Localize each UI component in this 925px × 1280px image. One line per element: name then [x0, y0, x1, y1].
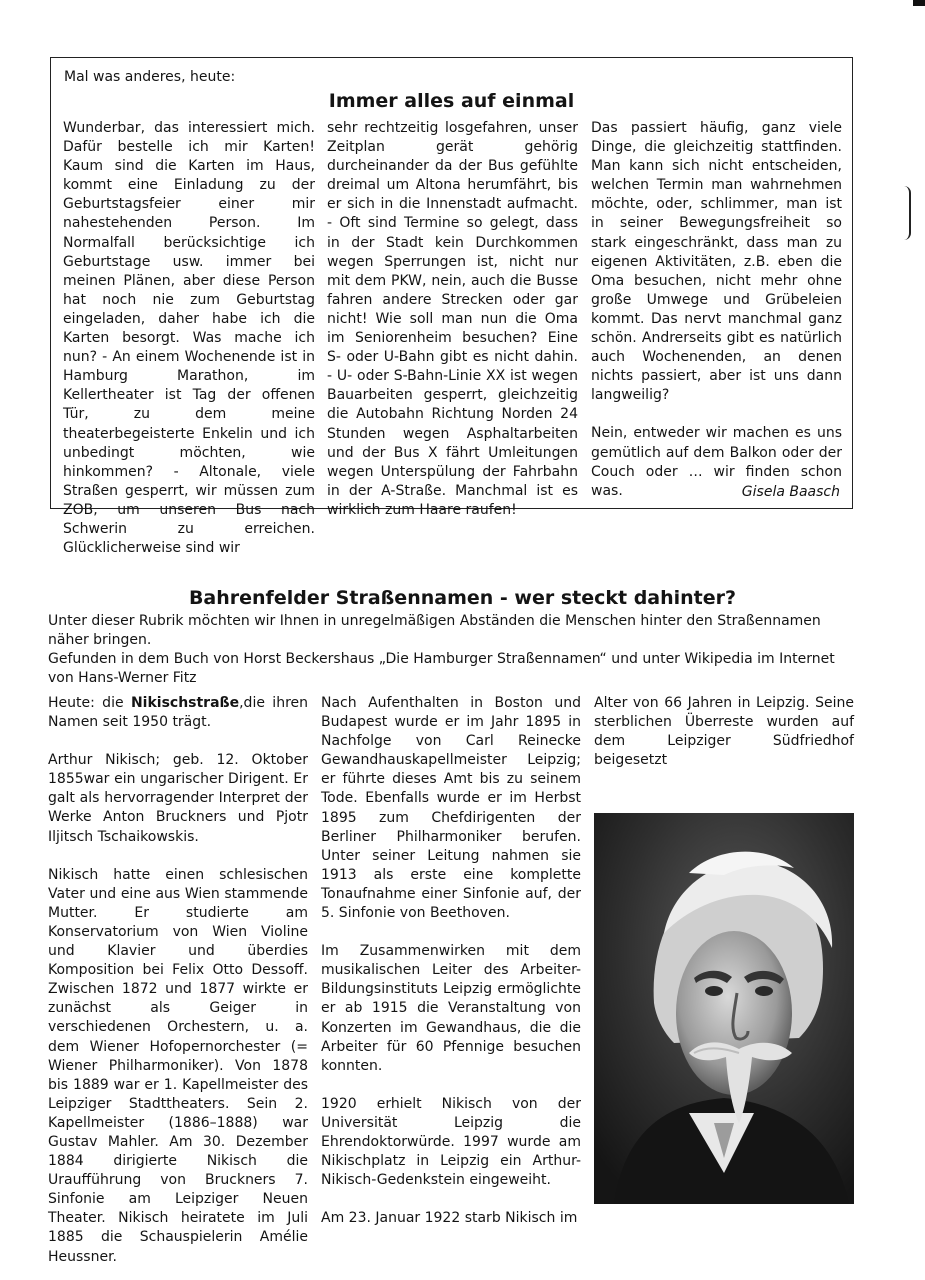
box-col3-paragraph-2: Nein, entweder wir machen es uns gemütlich auf dem Balkon oder der Couch oder … wir finden schon was. — [591, 425, 842, 499]
article-column-3 — [594, 694, 854, 770]
street-name: Nikischstraße — [130, 695, 240, 711]
box-title: Immer alles auf einmal — [328, 90, 575, 112]
page-edge-bracket — [904, 186, 911, 240]
box-col2-paragraph: sehr rechtzeitig losgefahren, unser Zeitplan gerät gehörig durcheinander da der Bus gefühlte dreimal um Altona herumfährt, bis er sich in die Innenstadt aufmacht. - Oft sind Termine so gelegt, dass in der Stadt kein Durchkommen wegen Sperrungen ist, nicht nur mit dem PKW, nein, auch die Busse fahren andere Strecken oder gar nicht! Wie soll man nun die Oma im Seniorenheim besuchen? Eine S- oder U-Bahn gibt es nicht dahin. - U- oder S-Bahn-Linie XX ist wegen Bauarbeiten gesperrt, gleichzeitig die Autobahn Richtung Norden 24 Stunden wegen Asphaltarbeiten und der Bus X fährt Umleitungen wegen Unterspülung der Fahrbahn in der A-Straße. Manchmal ist es wirklich zum Haare raufen! — [327, 120, 578, 518]
article-intro — [48, 612, 860, 688]
article-col2-paragraph-2: Im Zusammenwirken mit dem musikalischen Leiter des Arbeiter-Bildungsinstituts Leipzig ermöglichte er ab 1915 die Veranstaltung von Konzerten im Gewandhaus, die die Arbeiter für 60 Pfennige besuchen konnten. — [321, 943, 581, 1074]
article-col3-paragraph-1: Alter von 66 Jahren in Leipzig. Seine sterblichen Überreste wurden auf dem Leipziger Südfriedhof beigesetzt — [594, 695, 854, 769]
article-col1-paragraph-1: Arthur Nikisch; geb. 12. Oktober 1855war ein ungarischer Dirigent. Er galt als hervorragender Interpret der Werke Anton Bruckners und Pjotr Iljitsch Tschaikowskis. — [48, 752, 308, 845]
article-col2-paragraph-1: Nach Aufenthalten in Boston und Budapest wurde er im Jahr 1895 in Nachfolge von Carl Reinecke Gewandhauskapellmeister Leipzig; er führte dieses Amt bis zu seinem Tode. Ebenfalls wurde er im Herbst 1895 zum Chefdirigenten der Berliner Philharmoniker berufen. Unter seiner Leitung nahmen sie 1913 als erste eine komplette Tonaufnahme einer Sinfonie auf, der 5. Sinfonie von Beethoven. — [321, 695, 581, 922]
box-col3-paragraph-1: Das passiert häufig, ganz viele Dinge, die gleichzeitig stattfinden. Man kann sich nicht entscheiden, welchen Termin man wahrnehmen möchte, oder, schlimmer, man ist in seiner Bewegungsfreiheit so stark eingeschränkt, dass man zu eigenen Aktivitäten, z.B. eben die Oma besuchen, nicht mehr ohne große Umwege und Grübeleien kommt. Das nervt manchmal ganz schön. Andrerseits gibt es natürlich auch Wochenenden, an denen nichts passiert, aber ist uns dann langweilig? — [591, 120, 842, 404]
article-col2-paragraph-3: 1920 erhielt Nikisch von der Universität Leipzig die Ehrendoktorwürde. 1997 wurde am Nikischplatz in Leipzig ein Arthur-Nikisch-Gedenkstein eingeweiht. — [321, 1095, 581, 1189]
article-col1-paragraph-2: Nikisch hatte einen schlesischen Vater und eine aus Wien stammende Mutter. Er studierte am Konservatorium von Wien Violine und Klavier und überdies Komposition bei Felix Otto Dessoff. Zwischen 1872 und 1877 wirkte er zunächst als Geiger in verschiedenen Orchestern, u. a. dem Wiener Hofopernorchester (= Wiener Philharmoniker). Von 1878 bis 1889 war er 1. Kapellmeister des Leipziger Stadttheaters. Sein 2. Kapellmeister (1886–1888) war Gustav Mahler. Am 30. Dezember 1884 dirigierte Nikisch die Uraufführung von Bruckners 7. Sinfonie am Leipziger Neuen Theater. Nikisch heiratete im Juli 1885 die Schauspielerin Amélie Heussner. — [48, 866, 308, 1265]
box-column-2 — [327, 119, 578, 520]
article-box-immer-alles-auf-einmal — [50, 57, 853, 557]
portrait-photo — [594, 813, 854, 1204]
article-col2-paragraph-4: Am 23. Januar 1922 starb Nikisch im — [321, 1210, 578, 1227]
author-signature: Gisela Baasch — [741, 484, 840, 500]
box-intro-line: Mal was anderes, heute: — [64, 69, 236, 85]
article-intro-line-1: Unter dieser Rubrik möchten wir Ihnen in unregelmäßigen Abständen die Menschen hinter den Straßennamen näher bringen. — [48, 613, 821, 648]
today-prefix: Heute: die — [48, 695, 131, 711]
portrait-illustration — [594, 813, 854, 1204]
today-suffix: ,die ihren Namen seit 1950 trägt. — [48, 695, 308, 731]
article-column-1 — [48, 694, 308, 1267]
today-street-line — [48, 694, 308, 732]
article-title: Bahrenfelder Straßennamen - wer steckt dahinter? — [188, 587, 737, 609]
box-col1-paragraph: Wunderbar, das interessiert mich. Dafür bestelle ich mir Karten! Kaum sind die Karten im Haus, kommt eine Einladung zu der Geburtstagsfeier einer mir nahestehenden Person. Im Normalfall berücksichtige ich Geburtstage usw. immer bei meinen Plänen, aber diese Person hat noch nie zum Geburtstag eingeladen, daher habe ich die Karten besorgt. Was mache ich nun? - An einem Wochenende ist in Hamburg Marathon, im Kellertheater ist Tag der offenen Tür, zu dem meine theaterbegeisterte Enkelin und ich unbedingt möchten, wie hinkommen? - Altonale, viele Straßen gesperrt, wir müssen zum ZOB, um unseren Bus nach Schwerin zu erreichen. Glücklicherweise sind wir — [63, 120, 315, 557]
box-column-3 — [591, 119, 842, 501]
page-edge-mark — [913, 0, 925, 6]
article-column-2 — [321, 694, 581, 1228]
article-intro-line-2: Gefunden in dem Buch von Horst Beckershaus „Die Hamburger Straßennamen“ und unter Wikipedia im Internet von Hans-Werner Fitz — [48, 651, 835, 686]
box-column-1 — [63, 119, 315, 558]
